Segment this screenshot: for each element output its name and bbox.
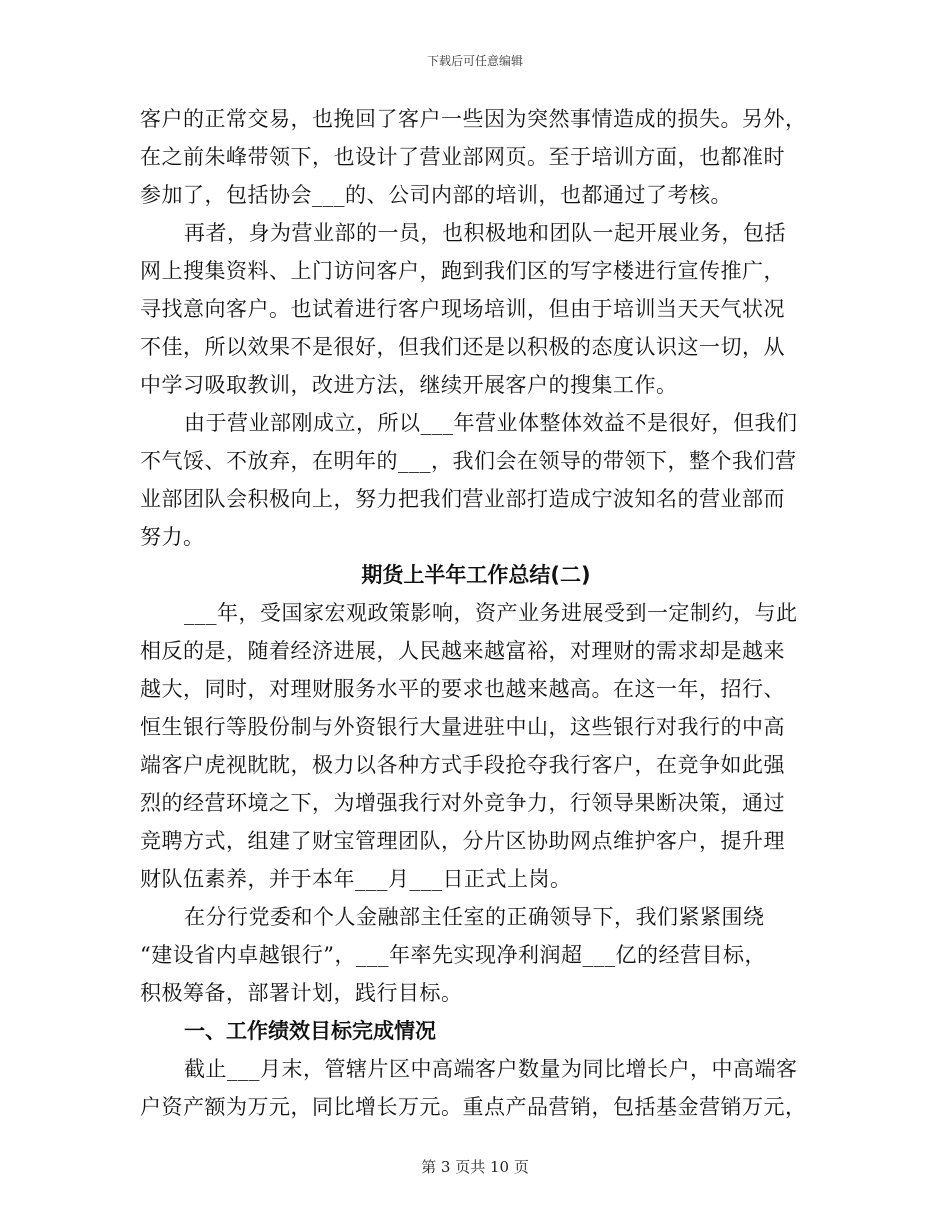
body-line: 户资产额为万元，同比增长万元。重点产品营销，包括基金营销万元， bbox=[140, 1095, 807, 1119]
section-title: 期货上半年工作总结(二) bbox=[361, 563, 591, 587]
paragraph-start: 在分行党委和个人金融部主任室的正确领导下，我们紧紧围绕 bbox=[184, 905, 765, 929]
body-line: 在之前朱峰带领下，也设计了营业部网页。至于培训方面，也都准时 bbox=[140, 145, 785, 169]
body-line: 财队伍素养，并于本年___月___日正式上岗。 bbox=[140, 867, 572, 891]
body-line: 恒生银行等股份制与外资银行大量进驻中山，这些银行对我行的中高 bbox=[140, 715, 785, 739]
body-line: 相反的是，随着经济进展，人民越来越富裕，对理财的需求却是越来 bbox=[140, 639, 785, 663]
body-line: 努力。 bbox=[140, 525, 205, 549]
body-line: 不气馁、不放弃，在明年的___，我们会在领导的带领下，整个我们营 bbox=[140, 449, 797, 473]
body-line: 网上搜集资料、上门访问客户，跑到我们区的写字楼进行宣传推广， bbox=[140, 259, 785, 283]
body-line: 业部团队会积极向上，努力把我们营业部打造成宁波知名的营业部而 bbox=[140, 487, 785, 511]
body-line: 参加了，包括协会___的、公司内部的培训，也都通过了考核。 bbox=[140, 183, 732, 207]
body-line: 寻找意向客户。也试着进行客户现场培训，但由于培训当天天气状况 bbox=[140, 297, 785, 321]
document-body bbox=[140, 100, 812, 1126]
body-line: 客户的正常交易，也挽回了客户一些因为突然事情造成的损失。另外， bbox=[140, 107, 807, 131]
paragraph-start: 由于营业部刚成立，所以___年营业体整体效益不是很好，但我们 bbox=[184, 411, 798, 435]
body-line: 越大，同时，对理财服务水平的要求也越来越高。在这一年，招行、 bbox=[140, 677, 785, 701]
body-line: 中学习吸取教训，改进方法，继续开展客户的搜集工作。 bbox=[140, 373, 678, 397]
body-line: 积极筹备，部署计划，践行目标。 bbox=[140, 981, 463, 1005]
paragraph-start: ___年，受国家宏观政策影响，资产业务进展受到一定制约，与此 bbox=[184, 601, 798, 625]
body-line: 竞聘方式，组建了财宝管理团队，分片区协助网点维护客户，提升理 bbox=[140, 829, 785, 853]
paragraph-start: 截止___月末，管辖片区中高端客户数量为同比增长户，中高端客 bbox=[184, 1057, 798, 1081]
body-line: “建设省内卓越银行”，___年率先实现净利润超___亿的经营目标， bbox=[140, 943, 766, 967]
page-footer: 第 3 页共 10 页 bbox=[421, 1158, 529, 1176]
body-line: 不佳，所以效果不是很好，但我们还是以积极的态度认识这一切，从 bbox=[140, 335, 785, 359]
section-heading: 一、工作绩效目标完成情况 bbox=[184, 1019, 436, 1043]
paragraph-start: 再者，身为营业部的一员，也积极地和团队一起开展业务，包括 bbox=[184, 221, 786, 245]
body-line: 烈的经营环境之下，为增强我行对外竞争力，行领导果断决策，通过 bbox=[140, 791, 785, 815]
body-line: 端客户虎视眈眈，极力以各种方式手段抢夺我行客户，在竞争如此强 bbox=[140, 753, 785, 777]
page-header: 下载后可任意编辑 bbox=[426, 54, 523, 68]
